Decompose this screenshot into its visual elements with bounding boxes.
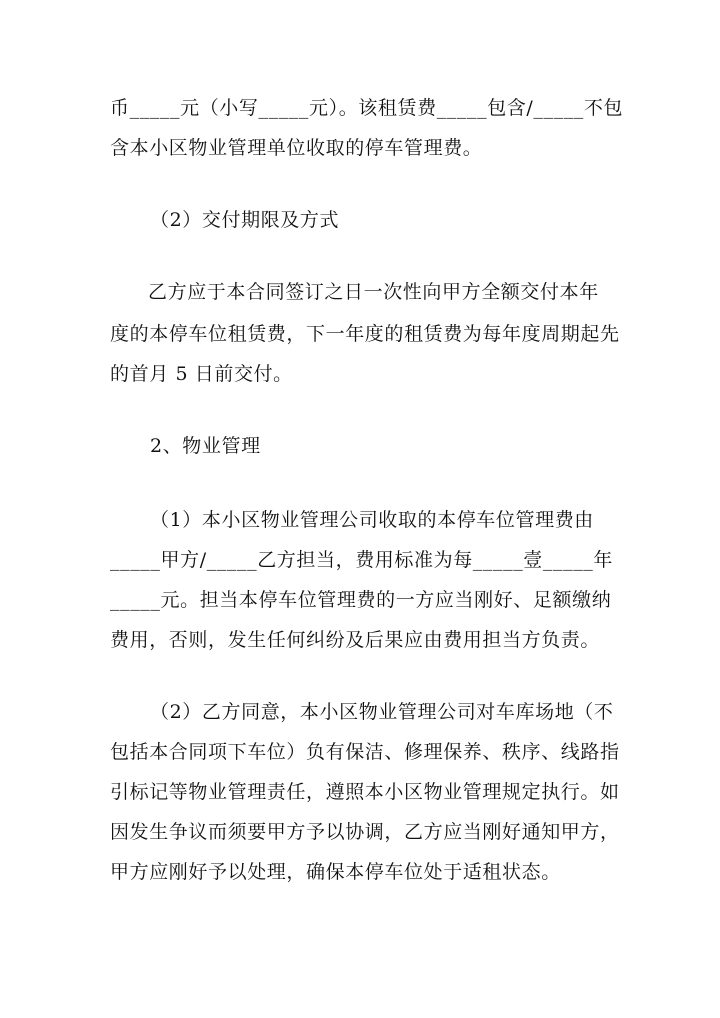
text-line-responsibility-2: 包括本合同项下车位）负有保洁、修理保养、秩序、线路指 xyxy=(110,741,620,763)
text-line-management-fee-1: （1）本小区物业管理公司收取的本停车位管理费由 xyxy=(150,509,594,531)
text-line-payment-1: 乙方应于本合同签订之日一次性向甲方全额交付本年 xyxy=(148,281,599,303)
text-line-management-fee-4: 费用，否则，发生任何纠纷及后果应由费用担当方负责。 xyxy=(110,629,601,651)
text-line-rent-currency: 币_____元（小写_____元）。该租赁费_____包含/_____不包 xyxy=(110,97,624,119)
text-line-payment-2: 度的本停车位租赁费，下一年度的租赁费为每年度周期起先 xyxy=(110,323,620,345)
section-heading-property-management: 2、物业管理 xyxy=(150,435,261,457)
text-line-responsibility-5: 甲方应刚好予以处理，确保本停车位处于适租状态。 xyxy=(110,861,561,883)
section-heading-payment-terms: （2）交付期限及方式 xyxy=(150,209,340,231)
text-line-responsibility-4: 因发生争议而须要甲方予以协调，乙方应当刚好通知甲方， xyxy=(110,821,620,843)
text-line-rent-includes-fee: 含本小区物业管理单位收取的停车管理费。 xyxy=(110,137,483,159)
text-line-responsibility-3: 引标记等物业管理责任，遵照本小区物业管理规定执行。如 xyxy=(110,781,620,803)
text-line-management-fee-2: _____甲方/_____乙方担当，费用标准为每_____壹_____年 xyxy=(110,549,614,571)
text-line-payment-3: 的首月 5 日前交付。 xyxy=(110,363,293,385)
text-line-responsibility-1: （2）乙方同意，本小区物业管理公司对车库场地（不 xyxy=(150,701,614,723)
text-line-management-fee-3: _____元。担当本停车位管理费的一方应当刚好、足额缴纳 xyxy=(110,589,612,611)
